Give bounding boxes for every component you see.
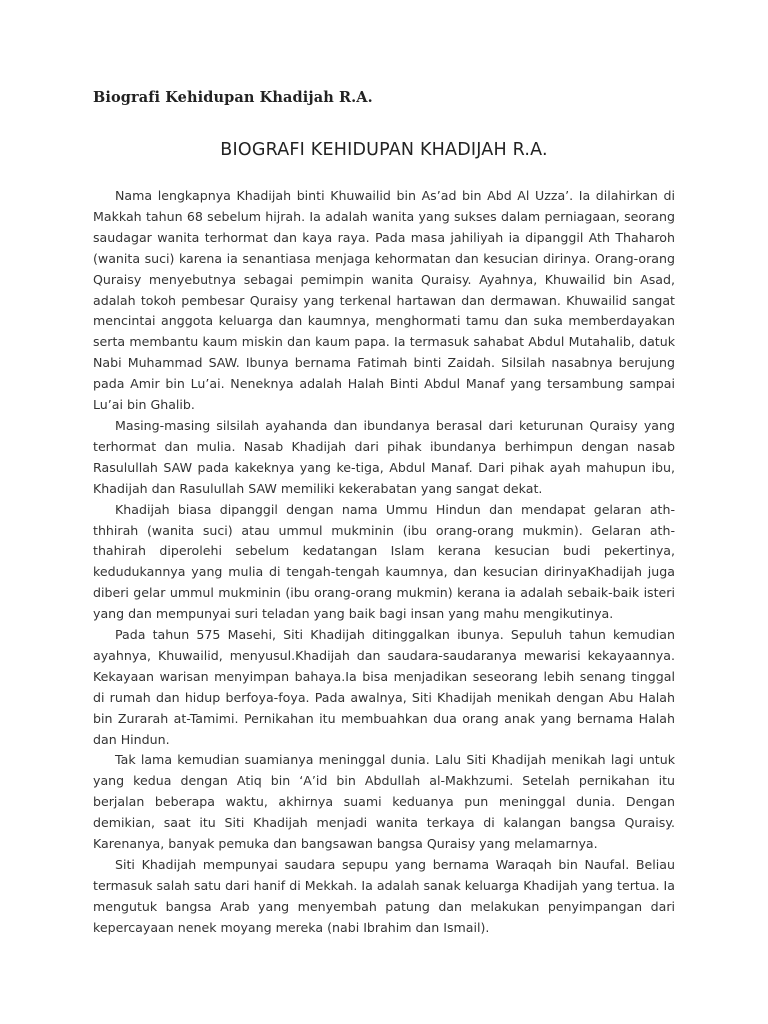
paragraph: Siti Khadijah mempunyai saudara sepupu yang bernama Waraqah bin Naufal. Beliau termasuk salah satu dari hanif di Mekkah. Ia adalah sanak keluarga Khadijah yang tertua. Ia mengutuk bangsa Arab yang menyembah patung dan melakukan penyimpangan dari kepercayaan nenek moyang mereka (nabi Ibrahim dan Ismail). xyxy=(93,857,675,935)
paragraph: Khadijah biasa dipanggil dengan nama Ummu Hindun dan mendapat gelaran ath-thhirah (wanita suci) atau ummul mukminin (ibu orang-orang mukmin). Gelaran ath-thahirah diperolehi sebelum kedatangan Islam kerana kesucian budi pekertinya, kedudukannya yang mulia di tengah-tengah kaumnya, dan kesucian dirinyaKhadijah juga diberi gelar ummul mukminin (ibu orang-orang mukmin) kerana ia adalah sebaik-baik isteri yang dan mempunyai suri teladan yang baik bagi insan yang mahu mengikutinya. xyxy=(93,501,675,622)
paragraph: Masing-masing silsilah ayahanda dan ibundanya berasal dari keturunan Quraisy yang terhormat dan mulia. Nasab Khadijah dari pihak ibundanya berhimpun dengan nasab Rasulullah SAW pada kakeknya yang ke-tiga, Abdul Manaf. Dari pihak ayah mahupun ibu, Khadijah dan Rasulullah SAW memiliki kekerabatan yang sangat dekat. xyxy=(93,417,675,496)
paragraph: Pada tahun 575 Masehi, Siti Khadijah ditinggalkan ibunya. Sepuluh tahun kemudian ayahnya, Khuwailid, menyusul.Khadijah dan saudara-saudaranya mewarisi kekayaannya. Kekayaan warisan menyimpan bahaya.Ia bisa menjadikan seseorang lebih senang tinggal di rumah dan hidup berfoya-foya. Pada awalnya, Siti Khadijah menikah dengan Abu Halah bin Zurarah at-Tamimi. Pernikahan itu membuahkan dua orang anak yang bernama Halah dan Hindun. xyxy=(93,627,675,747)
paragraph: Tak lama kemudian suamianya meninggal dunia. Lalu Siti Khadijah menikah lagi untuk yang kedua dengan Atiq bin ‘A’id bin Abdullah al-Makhzumi. Setelah pernikahan itu berjalan beberapa waktu, akhirnya suami keduanya pun meninggal dunia. Dengan demikian, saat itu Siti Khadijah menjadi wanita terkaya di kalangan bangsa Quraisy. Karenanya, banyak pemuka dan bangsawan bangsa Quraisy yang melamarnya. xyxy=(93,752,675,852)
running-header: Biografi Kehidupan Khadijah R.A. xyxy=(93,89,373,106)
document-title: BIOGRAFI KEHIDUPAN KHADIJAH R.A. xyxy=(220,140,548,160)
document-body xyxy=(93,186,675,939)
paragraph: Nama lengkapnya Khadijah binti Khuwailid bin As’ad bin Abd Al Uzza’. Ia dilahirkan di Makkah tahun 68 sebelum hijrah. Ia adalah wanita yang sukses dalam perniagaan, seorang saudagar wanita terhormat dan kaya raya. Pada masa jahiliyah ia dipanggil Ath Thaharoh (wanita suci) karena ia senantiasa menjaga kehormatan dan kesucian dirinya. Orang-orang Quraisy menyebutnya sebagai pemimpin wanita Quraisy. Ayahnya, Khuwailid bin Asad, adalah tokoh pembesar Quraisy yang terkenal hartawan dan dermawan. Khuwailid sangat mencintai anggota keluarga dan kaumnya, menghormati tamu dan suka memberdayakan serta membantu kaum miskin dan kaum papa. Ia termasuk sahabat Abdul Mutahalib, datuk Nabi Muhammad SAW. Ibunya bernama Fatimah binti Zaidah. Silsilah nasabnya berujung pada Amir bin Lu’ai. Neneknya adalah Halah Binti Abdul Manaf yang tersambung sampai Lu’ai bin Ghalib. xyxy=(93,188,675,413)
